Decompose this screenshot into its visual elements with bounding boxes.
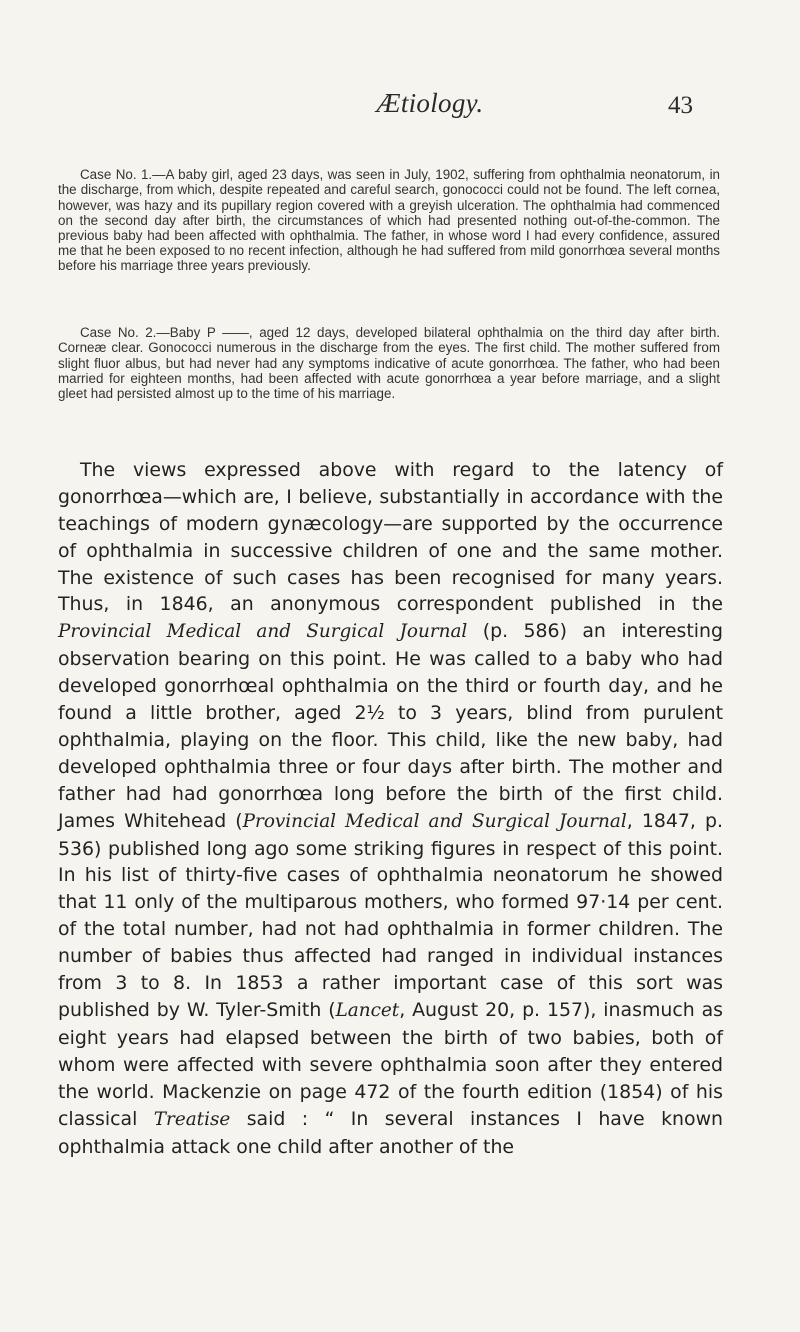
body-text-4: , August 20, p. 157), inasmuch as eight years had elapsed between the birth of two babies, both of whom were affected with severe ophthalmia soon after they entered the world. Mackenzie on page 472 of the fourth edition (1854) of his classical [58,999,723,1130]
case-report-1: Case No. 1.—A baby girl, aged 23 days, was seen in July, 1902, suffering from ophthalmia neonatorum, in the discharge, from which, despite repeated and careful search, gonococci could not be found. The left cornea, however, was hazy and its pupillary region covered with a greyish ulceration. The ophthalmia had commenced on the second day after birth, the circumstances of which had presented nothing out-of-the-common. The previous baby had been affected with ophthalmia. The father, in whose word I had every confidence, assured me that he been exposed to no recent infection, although he had suffered from mild gonorrhœa several months before his marriage three years previously. [58,167,720,273]
page-number: 43 [668,92,693,119]
journal-title-1: Provincial Medical and Surgical Journal [58,621,468,643]
body-text-2: (p. 586) an interesting observation bearing on this point. He was called to a baby who had developed gonorrhœal ophthalmia on the third or fourth day, and he found a little brother, aged 2½ to 3 years, blind from purulent ophthalmia, playing on the floor. This child, like the new baby, had developed ophthalmia three or four days after birth. The mother and father had had gonorrhœa long before the birth of the first child. James Whitehead ( [58,620,723,832]
body-text-1: The views expressed above with regard to the latency of gonorrhœa—which are, I believe, substantially in accordance with the teachings of modern gynæcology—are supported by the occurrence of ophthalmia in successive children of one and the same mother. The existence of such cases has been recognised for many years. Thus, in 1846, an anonymous correspondent published in the [58,458,723,616]
case-report-2: Case No. 2.—Baby P ——, aged 12 days, developed bilateral ophthalmia on the third day after birth. Corneæ clear. Gonococci numerous in the discharge from the eyes. The first child. The mother suffered from slight fluor albus, but had never had any symptoms indicative of acute gonorrhœa. The father, who had been married for eighteen months, had been affected with acute gonorrhœa a year before marriage, and a slight gleet had persisted almost up to the time of his marriage. [58,325,720,401]
journal-title-2: Provincial Medical and Surgical Journal [242,810,627,832]
body-text-3: , 1847, p. 536) published long ago some striking figures in respect of this point. In his list of thirty-five cases of ophthalmia neonatorum he showed that 11 only of the multiparous mothers, who formed 97·14 per cent. of the total number, had not had ophthalmia in former children. The number of babies thus affected had ranged in individual instances from 3 to 8. In 1853 a rather important case of this sort was published by W. Tyler-Smith ( [58,809,723,1022]
body-text-5: said : “ In several instances I have known ophthalmia attack one child after another of the [58,1107,723,1158]
body-paragraph [58,457,723,1161]
book-title: Treatise [153,1108,231,1130]
running-head [0,88,800,122]
journal-title-3: Lancet [335,1000,400,1022]
running-title: Ætiology. [376,88,484,118]
